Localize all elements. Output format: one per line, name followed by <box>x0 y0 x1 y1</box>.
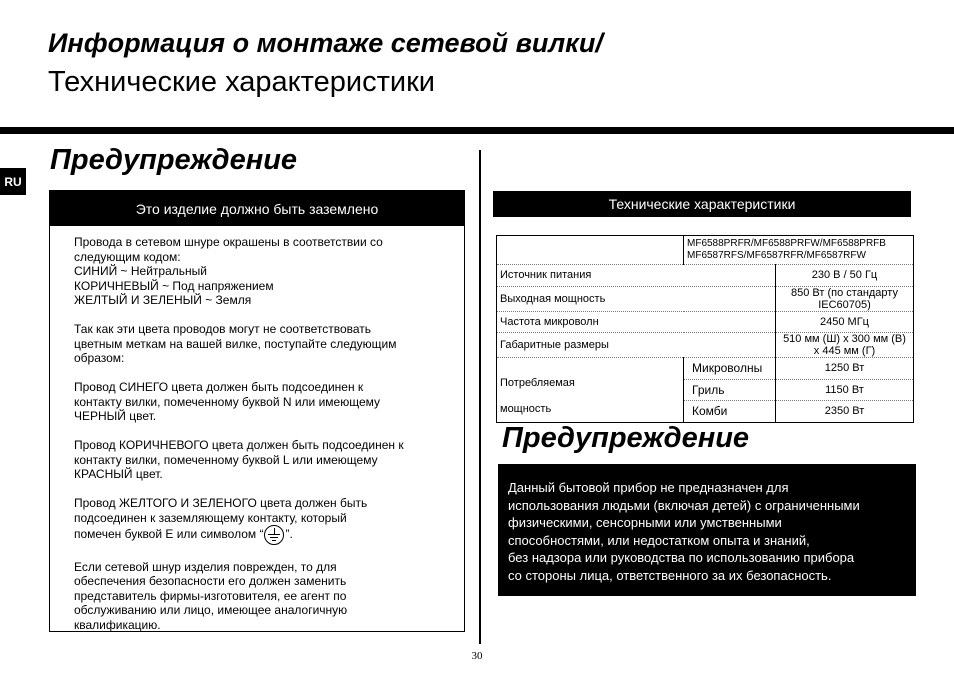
table-row <box>497 286 914 311</box>
models-cell <box>684 236 914 265</box>
table-row <box>497 311 914 333</box>
models-line-2: MF6587RFS/MF6587RFR/MF6587RFW <box>687 250 866 261</box>
page-subtitle: Технические характеристики <box>48 66 435 98</box>
earth-wire-paragraph <box>74 496 444 545</box>
right-warning-title: Предупреждение <box>502 422 750 454</box>
grounding-box-heading: Это изделие должно быть заземлено <box>50 191 464 226</box>
mismatch-paragraph: Так как эти цвета проводов могут не соответствовать цветным меткам на вашей вилке, поступайте следующим образом: <box>74 322 397 365</box>
blue-wire-paragraph: Провод СИНЕГО цвета должен быть подсоединен к контакту вилки, помеченному буквой N или имеющему ЧЕРНЫЙ цвет. <box>74 380 381 423</box>
specs-table <box>496 235 914 423</box>
usage-warning-text: Данный бытовой прибор не предназначен для использования людьми (включая детей) с ограниченными физическими, сенсорными или умственными способностями, или недостатком опыта и знаний, без надзора или руководства по использованию прибора со стороны лица, ответственного за их безопасность. <box>508 480 860 583</box>
earth-wire-text-end: ”. <box>285 527 293 542</box>
power-mode: Комби <box>684 401 776 423</box>
table-row <box>497 358 914 380</box>
power-mode: Микроволны <box>684 358 776 380</box>
table-row <box>497 236 914 265</box>
models-label-cell <box>497 236 684 265</box>
grounding-instructions <box>74 235 444 647</box>
page-title: Информация о монтаже сетевой вилки/ <box>48 28 603 58</box>
spec-label: Габаритные размеры <box>497 333 776 358</box>
spec-value: 230 В / 50 Гц <box>776 265 914 287</box>
spec-value: 2450 МГц <box>776 311 914 333</box>
earth-wire-text: Провод ЖЕЛТОГО И ЗЕЛЕНОГО цвета должен быть подсоединен к заземляющему контакту, который помечен буквой E или символом “ <box>74 496 368 542</box>
left-warning-title: Предупреждение <box>50 144 298 176</box>
language-badge: RU <box>0 168 26 195</box>
models-line-1: MF6588PRFR/MF6588PRFW/MF6588PRFB <box>687 238 886 249</box>
earth-ground-icon <box>264 525 284 545</box>
brown-wire-paragraph: Провод КОРИЧНЕВОГО цвета должен быть подсоединен к контакту вилки, помеченному буквой L или имеющему КРАСНЫЙ цвет. <box>74 438 404 481</box>
usage-warning-box <box>498 464 916 596</box>
spec-label: Выходная мощность <box>497 286 776 311</box>
table-row <box>497 265 914 287</box>
power-label-line-1: Потребляемая <box>500 376 575 389</box>
table-row <box>497 333 914 358</box>
spec-value: 510 мм (Ш) x 300 мм (В) x 445 мм (Г) <box>776 333 914 358</box>
spec-label: Частота микроволн <box>497 311 776 333</box>
power-value: 1150 Вт <box>776 379 914 401</box>
spec-value: 850 Вт (по стандарту IEC60705) <box>776 286 914 311</box>
grounding-box <box>49 190 465 632</box>
power-value: 2350 Вт <box>824 405 865 418</box>
damaged-cord-paragraph: Если сетевой шнур изделия поврежден, то для обеспечения безопасности его должен заменить представитель фирмы-изготовителя, ее агент по обслуживанию или лицо, имеющее аналогичную квалификацию. <box>74 559 348 632</box>
page-number: 30 <box>471 650 483 662</box>
power-consumption-label <box>497 358 684 423</box>
power-value: 1250 Вт <box>776 358 914 380</box>
power-label-line-2: мощность <box>500 402 552 415</box>
spec-label: Источник питания <box>497 265 776 287</box>
column-divider <box>479 150 481 644</box>
wire-colors-paragraph: Провода в сетевом шнуре окрашены в соответствии со следующим кодом: СИНИЙ ~ Нейтральный КОРИЧНЕВЫЙ ~ Под напряжением ЖЕЛТЫЙ И ЗЕЛЕНЫЙ ~ Земля <box>74 235 383 307</box>
header-divider <box>0 127 954 134</box>
specs-heading: Технические характеристики <box>493 191 911 217</box>
power-mode: Гриль <box>684 379 776 401</box>
